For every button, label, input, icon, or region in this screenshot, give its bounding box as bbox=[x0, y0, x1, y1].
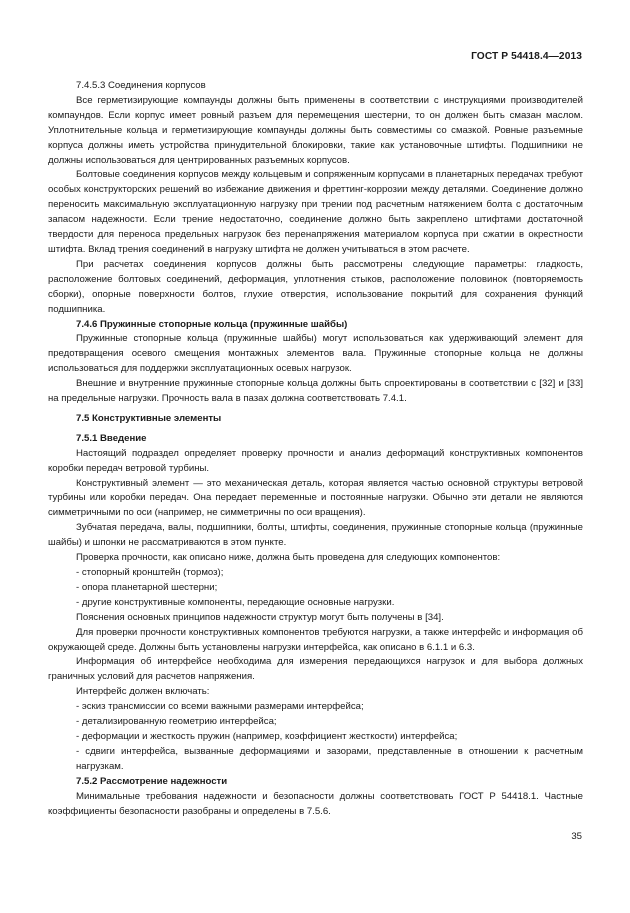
body-paragraph: Конструктивный элемент — это механическая деталь, которая является частью основной структуры ветровой турбины или коробки передач. Она передает переменные и постоянные нагрузки. Обычно эти детали не являются симметричными по оси (например, не симметричны по оси вращения). bbox=[48, 477, 583, 519]
list-item: - опора планетарной шестерни; bbox=[76, 581, 218, 593]
list-item: - стопорный кронштейн (тормоз); bbox=[76, 567, 224, 578]
section-heading: 7.5.1 Введение bbox=[76, 432, 147, 444]
body-paragraph: При расчетах соединения корпусов должны быть рассмотрены следующие параметры: гладкость, расположение болтовых соединений, деформация, уплотнения стыков, расположение половинок (повторяемость сборки), опорные поверхности болтов, глухие отверстия, использование покрытий для сохранения функций подшипника. bbox=[48, 258, 583, 315]
document-body bbox=[48, 79, 583, 819]
list-item: - сдвиги интерфейса, вызванные деформациями и зазорами, представленные в отношении к расчетным нагрузкам. bbox=[76, 745, 583, 772]
list-item: - эскиз трансмиссии со всеми важными размерами интерфейса; bbox=[76, 701, 364, 713]
body-paragraph: Информация об интерфейсе необходима для измерения передающихся нагрузок и для выбора должных граничных условий для расчетов напряжения. bbox=[48, 656, 583, 683]
body-paragraph: 7.4.5.3 Соединения корпусов bbox=[76, 80, 206, 91]
body-paragraph: Внешние и внутренние пружинные стопорные кольца должны быть спроектированы в соответствии с [32] и [33] на предельные нагрузки. Прочность вала в пазах должна соответствовать 7.4.1. bbox=[48, 378, 583, 405]
page-number: 35 bbox=[571, 831, 582, 842]
section-heading: 7.5 Конструктивные элементы bbox=[76, 412, 222, 424]
body-paragraph: Интерфейс должен включать: bbox=[76, 686, 210, 698]
list-item: - другие конструктивные компоненты, передающие основные нагрузки. bbox=[76, 596, 395, 608]
body-paragraph: Пружинные стопорные кольца (пружинные шайбы) могут использоваться как удерживающий элемент для предотвращения осевого смещения монтажных элементов вала. Пружинные стопорные кольца не должны использоваться для поддержки эксплуатационных осевых нагрузок. bbox=[48, 333, 583, 375]
body-paragraph: Болтовые соединения корпусов между кольцевым и сопряженным корпусами в планетарных передачах требуют особых конструкторских решений во избежание движения и фреттинг-коррозии между деталями. Соединение должно переносить максимальную эксплуатационную нагрузку при трении под расчетным натяжением болта с достаточным запасом надежности. Если трение недостаточно, соединение должно быть закреплено штифтами достаточной твердости для переноса предельных нагрузок без перенапряжения материалом корпуса при сжатии в окрестности штифта. Вклад трения соединений в нагрузку штифта не должен учитываться в этом расчете. bbox=[48, 169, 583, 255]
list-item: - деформации и жесткость пружин (например, коэффициент жесткости) интерфейса; bbox=[76, 730, 458, 742]
list-item: - детализированную геометрию интерфейса; bbox=[76, 716, 277, 728]
section-heading: 7.5.2 Рассмотрение надежности bbox=[76, 775, 228, 787]
body-paragraph: Для проверки прочности конструктивных компонентов требуются нагрузки, а также интерфейс и информация об окружающей среде. Должны быть установлены нагрузки интерфейса, как описано в 6.1.1 и 6.3. bbox=[48, 626, 583, 653]
body-paragraph: Пояснения основных принципов надежности структур могут быть получены в [34]. bbox=[76, 611, 444, 623]
document-code-header: ГОСТ Р 54418.4—2013 bbox=[471, 51, 582, 62]
body-paragraph: Зубчатая передача, валы, подшипники, болты, штифты, соединения, пружинные стопорные кольца (пружинные шайбы) и шпонки не рассматриваются в этом пункте. bbox=[48, 522, 583, 549]
body-paragraph: Минимальные требования надежности и безопасности должны соответствовать ГОСТ Р 54418.1. Частные коэффициенты безопасности разобраны и определены в 7.5.6. bbox=[48, 790, 583, 817]
body-paragraph: Проверка прочности, как описано ниже, должна быть проведена для следующих компонентов: bbox=[76, 552, 501, 564]
section-heading: 7.4.6 Пружинные стопорные кольца (пружинные шайбы) bbox=[76, 318, 348, 330]
body-paragraph: Все герметизирующие компаунды должны быть применены в соответствии с инструкциями производителей компаундов. Если корпус имеет ровный разъем для перемещения шестерни, то он должен быть смазан маслом. Уплотнительные кольца и герметизирующие компаунды должны быть совместимы со смазкой. Ровные разъемные корпуса должны иметь устройства принудительной блокировки, такие как установочные штифты. Подшипники не должны использоваться для центрированных разъемных корпусов. bbox=[48, 94, 583, 166]
body-paragraph: Настоящий подраздел определяет проверку прочности и анализ деформаций конструктивных компонентов коробки передач ветровой турбины. bbox=[48, 447, 583, 474]
